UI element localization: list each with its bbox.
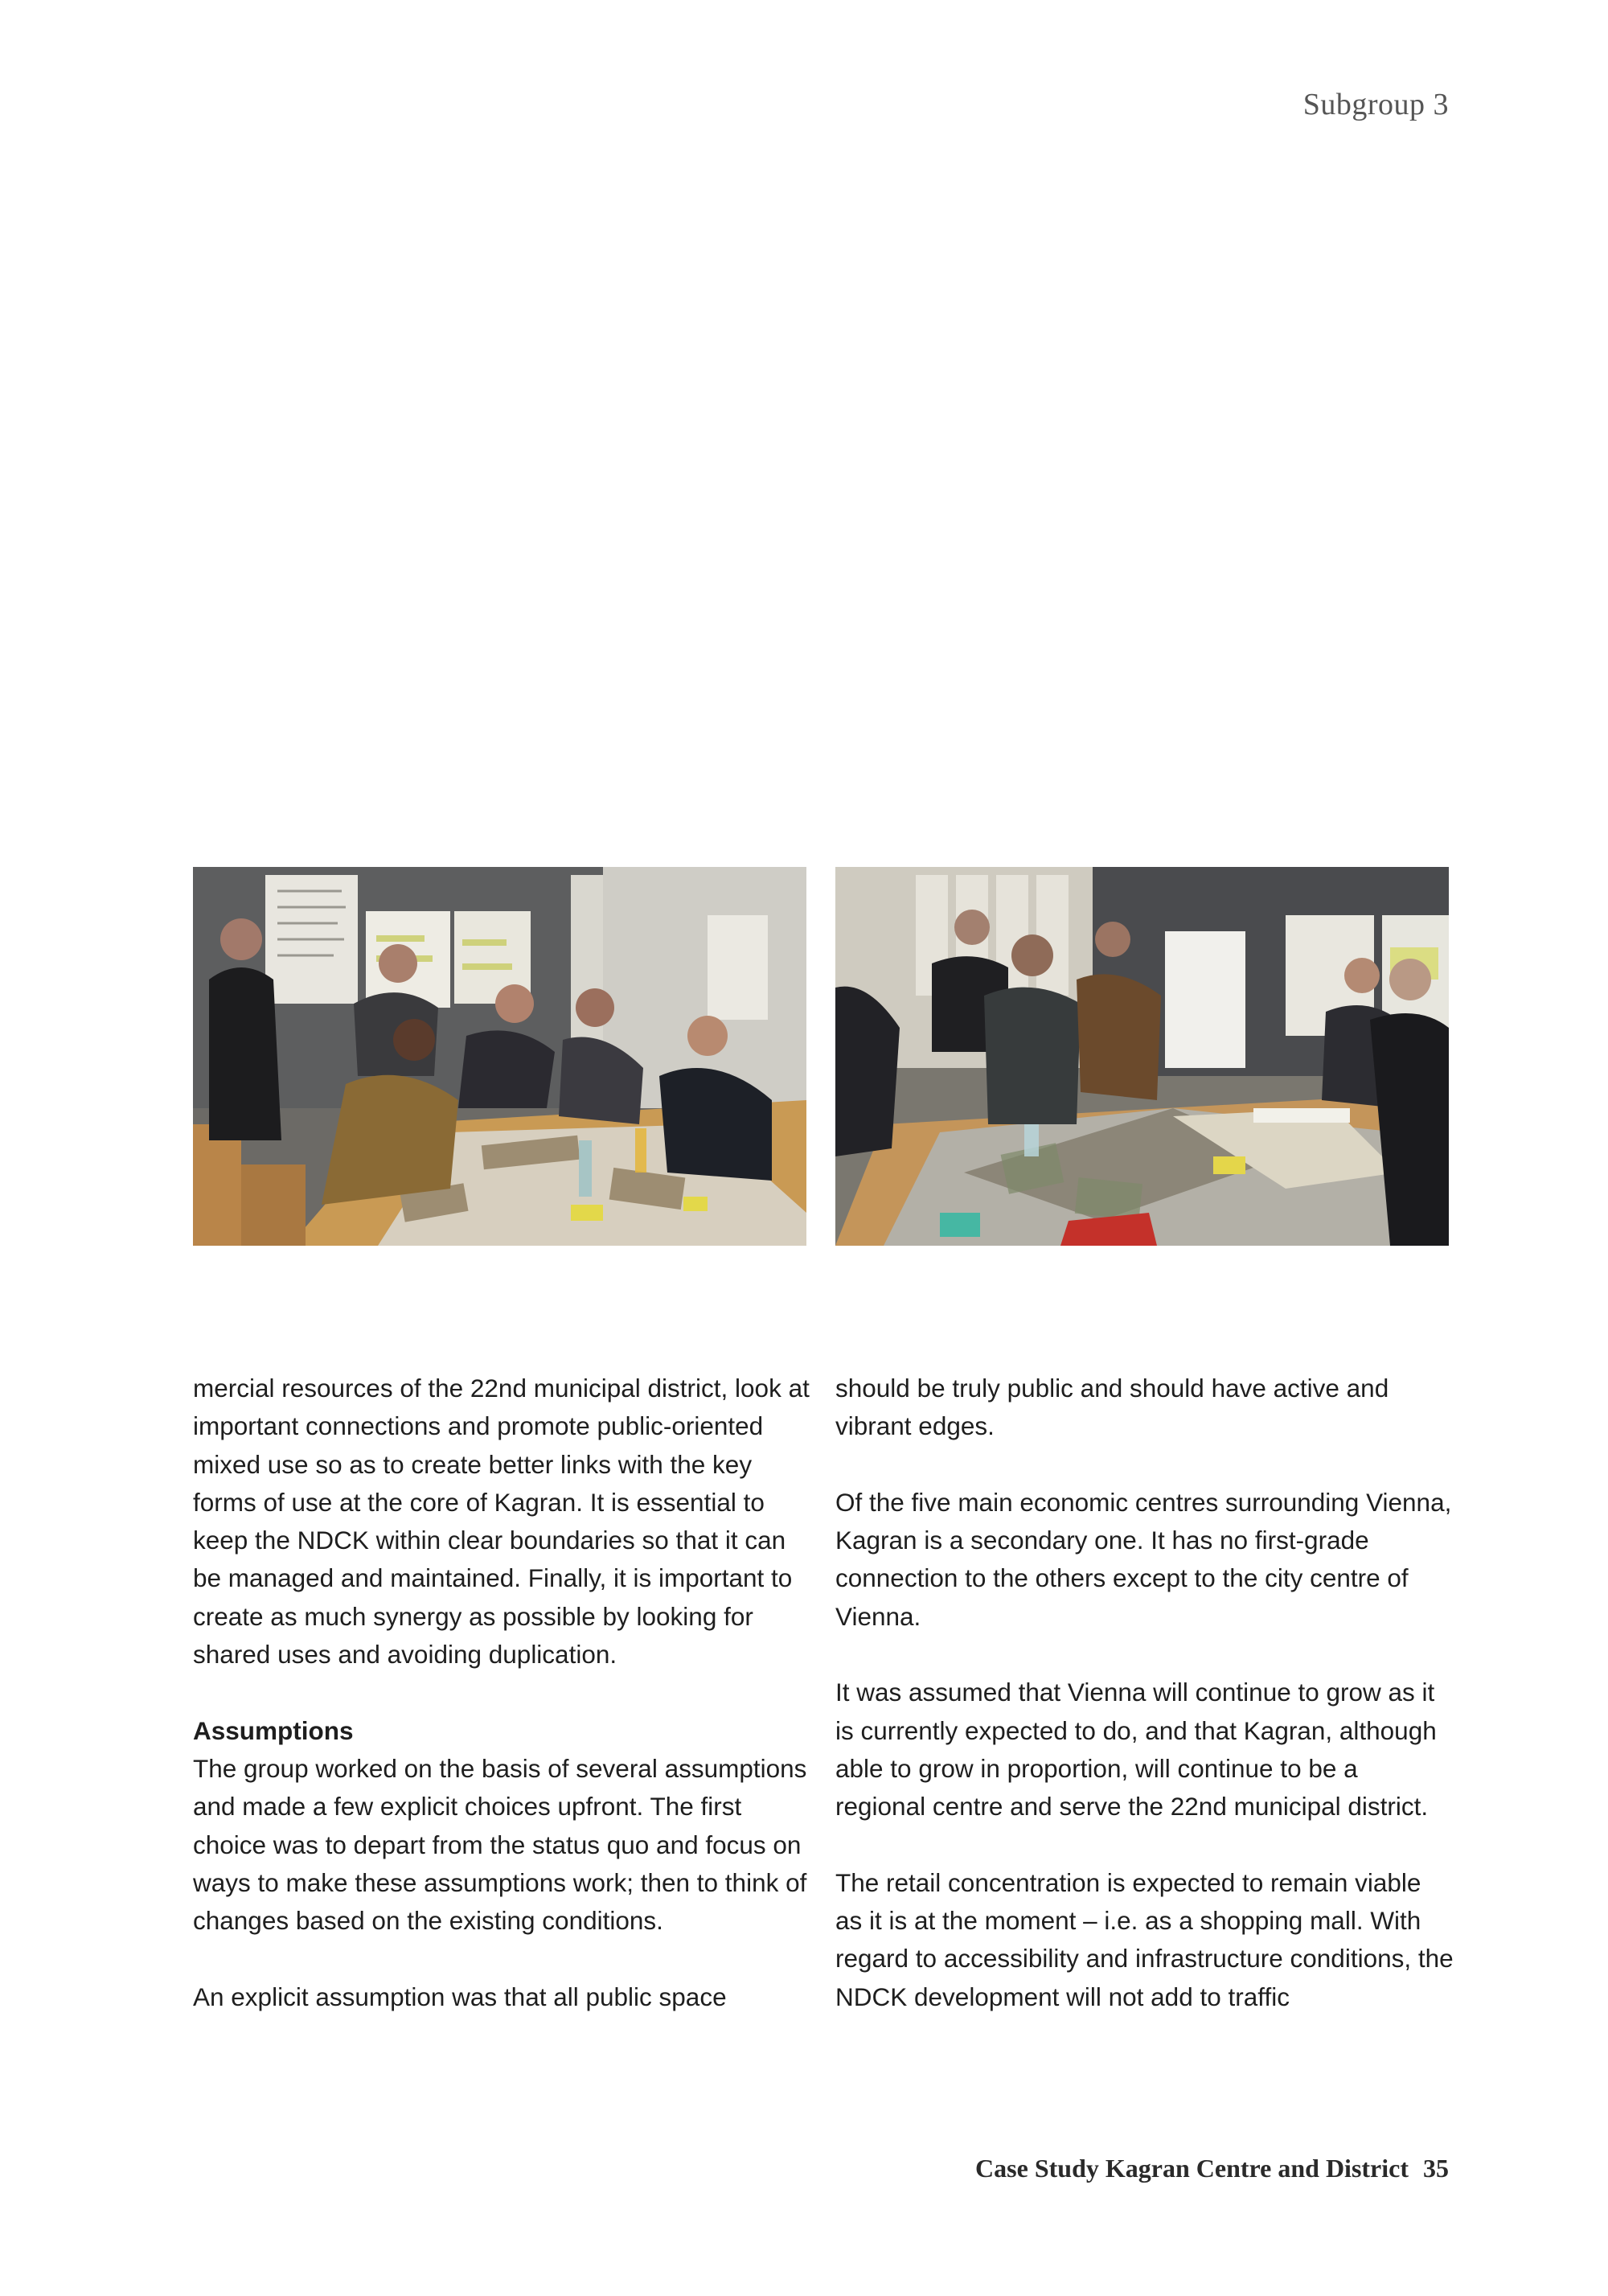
page-number: 35 xyxy=(1423,2154,1449,2183)
page-footer xyxy=(975,2154,1449,2183)
text-column-right xyxy=(835,1370,1454,2016)
paragraph: An explicit assumption was that all public space xyxy=(193,1982,727,2011)
paragraph: It was assumed that Vienna will continue to grow as it is currently expected to do, and that Kagran, although able to grow in proportion, will continue to be a regional centre and serve the 22nd municipal district. xyxy=(835,1678,1437,1822)
section-heading-assumptions: Assumptions xyxy=(193,1715,354,1745)
paragraph: Of the five main economic centres surrounding Vienna, Kagran is a secondary one. It has no first-grade connection to the others except to the city centre of Vienna. xyxy=(835,1487,1452,1631)
workshop-photo-right xyxy=(835,867,1449,1246)
paragraph: The group worked on the basis of several assumptions and made a few explicit choices upfront. The first choice was to depart from the status quo and focus on ways to make these assumptions work; then to think of changes based on the existing conditions. xyxy=(193,1753,807,1936)
workshop-photo-left xyxy=(193,867,806,1246)
workshop-photo-right-image xyxy=(835,867,1449,1246)
workshop-photo-left-image xyxy=(193,867,806,1246)
paragraph: mercial resources of the 22nd municipal district, look at important connections and promote public-oriented mixed use so as to create better links with the key forms of use at the core of Kagran. It is essential to keep the NDCK within clear boundaries so that it can be managed and maintained. Finally, it is important to create as much synergy as possible by looking for shared uses and avoiding duplication. xyxy=(193,1374,810,1670)
footer-title: Case Study Kagran Centre and District xyxy=(975,2154,1409,2183)
section-label: Subgroup 3 xyxy=(1302,88,1449,121)
text-column-left xyxy=(193,1370,812,2016)
paragraph: should be truly public and should have active and vibrant edges. xyxy=(835,1374,1389,1441)
paragraph: The retail concentration is expected to remain viable as it is at the moment – i.e. as a shopping mall. With regard to accessibility and infrastructure conditions, the NDCK development will not add to traffic xyxy=(835,1867,1454,2011)
